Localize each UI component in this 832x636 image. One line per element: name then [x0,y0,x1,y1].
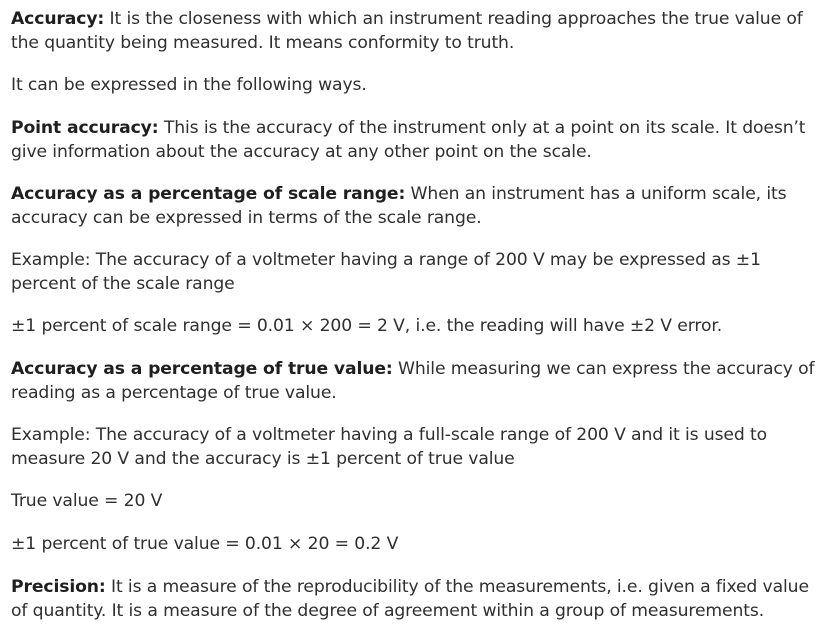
paragraph-text: Example: The accuracy of a voltmeter having a range of 200 V may be expressed as ±1 percent of the scale range [11,250,761,294]
paragraph-text: This is the accuracy of the instrument only at a point on its scale. It doesn’t give information about the accuracy at any other point on the scale. [11,118,806,162]
paragraph-scale-range-calculation [11,315,826,339]
paragraph-text: It is a measure of the reproducibility of the measurements, i.e. given a fixed value of quantity. It is a measure of the degree of agreement within a group of measurements. [11,577,809,621]
term-precision: Precision: [11,577,106,597]
paragraph-text: When an instrument has a uniform scale, its accuracy can be expressed in terms of the scale range. [11,184,787,228]
term-true-value: Accuracy as a percentage of true value: [11,359,393,379]
paragraph-text: True value = 20 V [11,491,163,511]
paragraph-text: It can be expressed in the following ways. [11,75,367,95]
paragraph-example-true-value [11,424,826,471]
paragraph-text: It is the closeness with which an instrument reading approaches the true value of the quantity being measured. It means conformity to truth. [11,9,803,53]
paragraph-scale-range [11,183,826,230]
paragraph-true-value-calculation [11,533,826,557]
paragraph-true-value-statement [11,490,826,514]
paragraph-example-scale-range [11,249,826,296]
term-point-accuracy: Point accuracy: [11,118,159,138]
paragraph-point-accuracy [11,117,826,164]
paragraph-precision [11,576,826,623]
term-scale-range: Accuracy as a percentage of scale range: [11,184,406,204]
paragraph-text: Example: The accuracy of a voltmeter having a full-scale range of 200 V and it is used to measure 20 V and the accuracy is ±1 percent of true value [11,425,768,469]
paragraph-true-value [11,358,826,405]
paragraph-text: While measuring we can express the accuracy of reading as a percentage of true value. [11,359,815,403]
paragraph-text: ±1 percent of true value = 0.01 × 20 = 0.2 V [11,534,399,554]
paragraph-text: ±1 percent of scale range = 0.01 × 200 = 2 V, i.e. the reading will have ±2 V error. [11,316,723,336]
paragraph-accuracy [11,8,826,55]
term-accuracy: Accuracy: [11,9,105,29]
paragraph-intro [11,74,826,98]
